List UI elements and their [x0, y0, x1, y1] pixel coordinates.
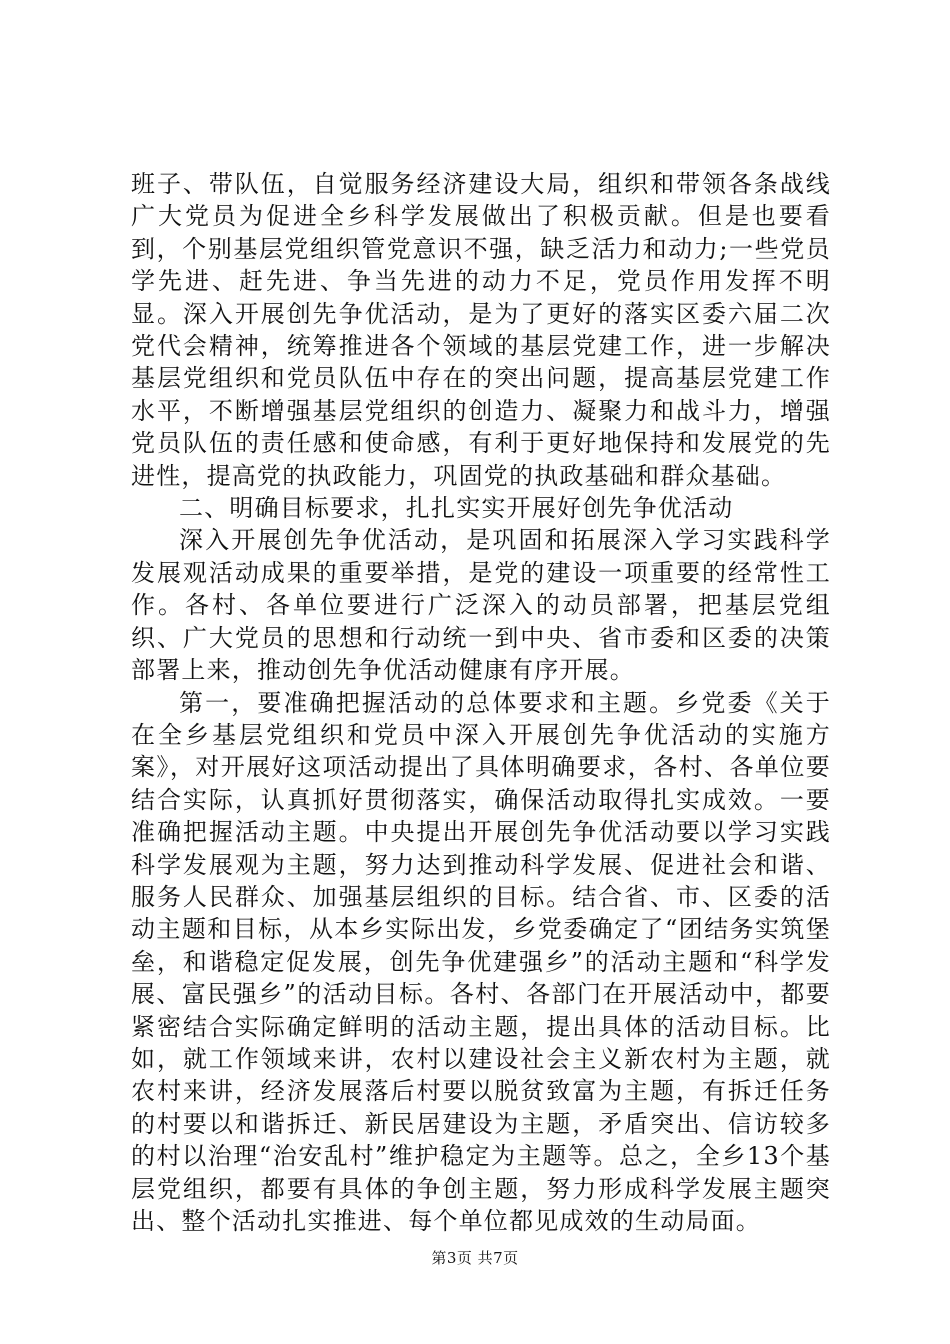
- page-footer: 第3页 共7页: [431, 1249, 519, 1267]
- paragraph-continuation: 班子、带队伍，自觉服务经济建设大局，组织和带领各条战线广大党员为促进全乡科学发展做出了积极贡献。但是也要看到，个别基层党组织管党意识不强，缺乏活力和动力;一些党员学先进、赶先进、争当先进的动力不足，党员作用发挥不明显。深入开展创先争优活动，是为了更好的落实区委六届二次党代会精神，统筹推进各个领域的基层党建工作，进一步解决基层党组织和党员队伍中存在的突出问题，提高基层党建工作水平，不断增强基层党组织的创造力、凝聚力和战斗力，增强党员队伍的责任感和使命感，有利于更好地保持和发展党的先进性，提高党的执政能力，巩固党的执政基础和群众基础。: [131, 170, 831, 490]
- body-text: [131, 168, 831, 1237]
- section-heading: 二、明确目标要求，扎扎实实开展好创先争优活动: [179, 494, 734, 523]
- paragraph: 深入开展创先争优活动，是巩固和拓展深入学习实践科学发展观活动成果的重要举措，是党的建设一项重要的经常性工作。各村、各单位要进行广泛深入的动员部署，把基层党组织、广大党员的思想和行动统一到中央、省市委和区委的决策部署上来，推动创先争优活动健康有序开展。: [131, 526, 831, 685]
- paragraph: 第一，要准确把握活动的总体要求和主题。乡党委《关于在全乡基层党组织和党员中深入开展创先争优活动的实施方案》，对开展好这项活动提出了具体明确要求，各村、各单位要结合实际，认真抓好贯彻落实，确保活动取得扎实成效。一要准确把握活动主题。中央提出开展创先争优活动要以学习实践科学发展观为主题，努力达到推动科学发展、促进社会和谐、服务人民群众、加强基层组织的目标。结合省、市、区委的活动主题和目标，从本乡实际出发，乡党委确定了“团结务实筑堡垒，和谐稳定促发展，创先争优建强乡”的活动主题和“科学发展、富民强乡”的活动目标。各村、各部门在开展活动中，都要紧密结合实际确定鲜明的活动主题，提出具体的活动目标。比如，就工作领域来讲，农村以建设社会主义新农村为主题，就农村来讲，经济发展落后村要以脱贫致富为主题，有拆迁任务的村要以和谐拆迁、新民居建设为主题，矛盾突出、信访较多的村以治理“治安乱村”维护稳定为主题等。总之，全乡13个基层党组织，都要有具体的争创主题，努力形成科学发展主题突出、整个活动扎实推进、每个单位都见成效的生动局面。: [131, 688, 831, 1235]
